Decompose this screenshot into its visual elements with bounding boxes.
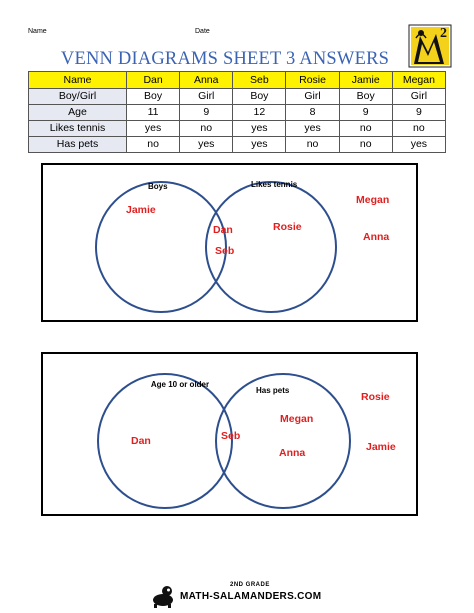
name-megan: Megan bbox=[356, 194, 390, 206]
table-cell: no bbox=[339, 121, 392, 137]
table-cell: yes bbox=[286, 121, 339, 137]
name-dan-2: Dan bbox=[131, 435, 151, 447]
table-cell: yes bbox=[180, 137, 233, 153]
table-header-cell: Seb bbox=[233, 72, 286, 89]
name-megan-2: Megan bbox=[280, 413, 314, 425]
table-cell: yes bbox=[127, 121, 180, 137]
table-header-cell: Dan bbox=[127, 72, 180, 89]
table-header-cell: Jamie bbox=[339, 72, 392, 89]
table-header-row bbox=[29, 72, 446, 89]
label-boys: Boys bbox=[148, 182, 168, 191]
name-jamie-2: Jamie bbox=[366, 441, 396, 453]
circle-age-10-or-older bbox=[98, 374, 232, 508]
footer-logo bbox=[150, 582, 330, 608]
table-cell: Boy bbox=[339, 89, 392, 105]
table-cell: Girl bbox=[392, 89, 445, 105]
name-seb-2: Seb bbox=[221, 430, 241, 442]
salamander-mascot-icon bbox=[150, 584, 176, 608]
table-header-cell: Anna bbox=[180, 72, 233, 89]
table-row bbox=[29, 121, 446, 137]
grade-number: 2 bbox=[440, 26, 447, 41]
table-cell: no bbox=[392, 121, 445, 137]
table-cell: 12 bbox=[233, 105, 286, 121]
label-has-pets: Has pets bbox=[256, 386, 290, 395]
table-cell: Boy bbox=[127, 89, 180, 105]
name-label: Name bbox=[28, 28, 47, 35]
table-cell: 9 bbox=[339, 105, 392, 121]
table-header-cell: Megan bbox=[392, 72, 445, 89]
table-cell: yes bbox=[233, 137, 286, 153]
table-cell: 9 bbox=[392, 105, 445, 121]
table-cell: 8 bbox=[286, 105, 339, 121]
page-title: VENN DIAGRAMS SHEET 3 ANSWERS bbox=[60, 49, 390, 69]
table-row-label: Age bbox=[29, 105, 127, 121]
name-rosie: Rosie bbox=[273, 221, 302, 233]
date-label: Date bbox=[195, 28, 210, 35]
table-cell: yes bbox=[392, 137, 445, 153]
table-row bbox=[29, 105, 446, 121]
table-cell: 11 bbox=[127, 105, 180, 121]
table-cell: no bbox=[339, 137, 392, 153]
math-salamanders-logo bbox=[408, 24, 452, 68]
table-cell: no bbox=[127, 137, 180, 153]
venn-panel-1 bbox=[41, 163, 418, 322]
venn-diagram-1 bbox=[43, 165, 416, 320]
table-cell: no bbox=[180, 121, 233, 137]
table-row-label: Has pets bbox=[29, 137, 127, 153]
table-cell: Boy bbox=[233, 89, 286, 105]
label-age-10-or-older: Age 10 or older bbox=[150, 380, 210, 389]
table-header-cell: Name bbox=[29, 72, 127, 89]
footer-site: MATH-SALAMANDERS.COM bbox=[180, 591, 322, 602]
table-row bbox=[29, 89, 446, 105]
table-cell: yes bbox=[233, 121, 286, 137]
name-jamie: Jamie bbox=[126, 204, 156, 216]
name-anna-2: Anna bbox=[279, 447, 306, 459]
table-cell: no bbox=[286, 137, 339, 153]
label-likes-tennis: Likes tennis bbox=[251, 180, 298, 189]
table-cell: 9 bbox=[180, 105, 233, 121]
table-row-label: Boy/Girl bbox=[29, 89, 127, 105]
name-dan: Dan bbox=[213, 224, 233, 236]
venn-panel-2 bbox=[41, 352, 418, 516]
name-anna: Anna bbox=[363, 231, 390, 243]
table-row-label: Likes tennis bbox=[29, 121, 127, 137]
table-cell: Girl bbox=[286, 89, 339, 105]
name-seb: Seb bbox=[215, 245, 235, 257]
name-rosie-2: Rosie bbox=[361, 391, 390, 403]
table-row bbox=[29, 137, 446, 153]
footer-grade: 2ND GRADE bbox=[230, 582, 270, 588]
table-cell: Girl bbox=[180, 89, 233, 105]
table-header-cell: Rosie bbox=[286, 72, 339, 89]
data-table bbox=[28, 71, 446, 153]
